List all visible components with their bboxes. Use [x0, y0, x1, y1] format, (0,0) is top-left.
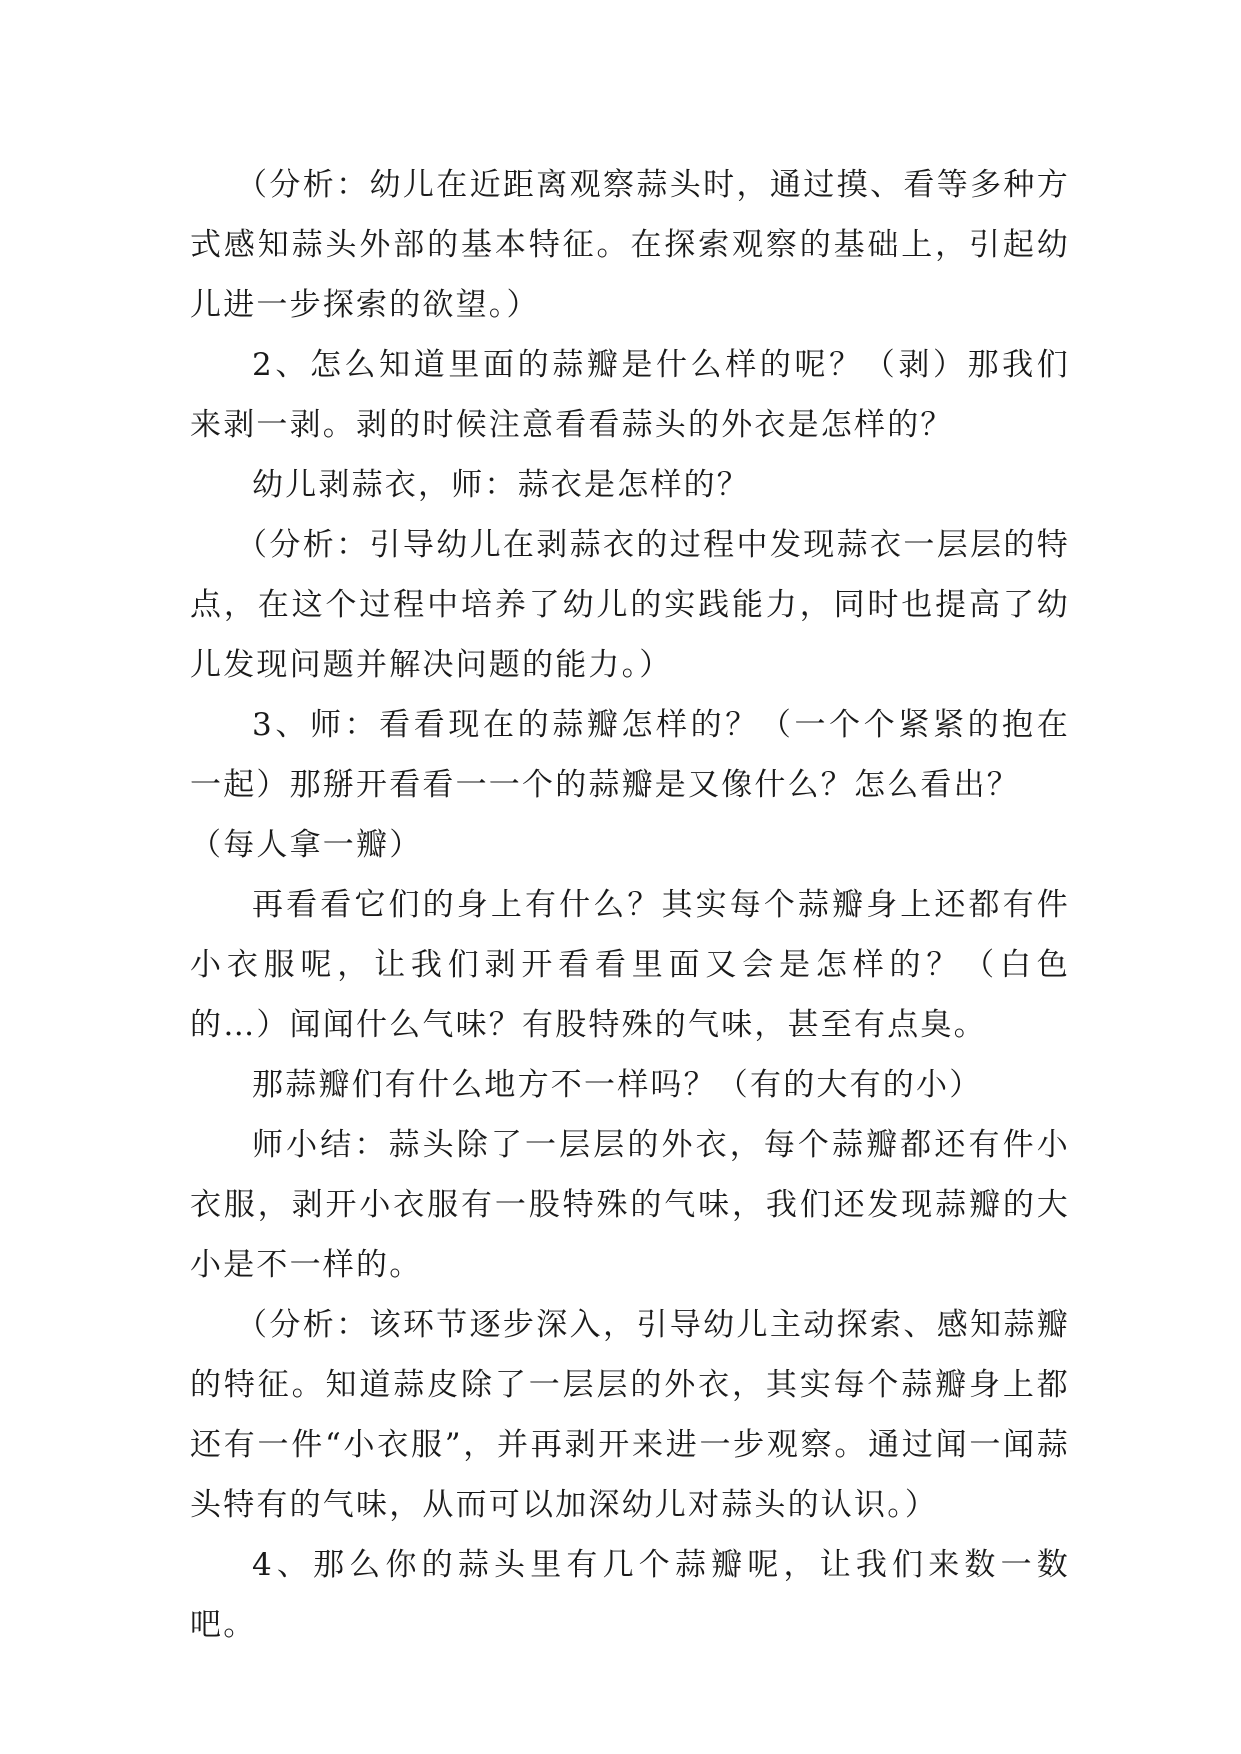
document-page — [190, 155, 1070, 1643]
step-2-paragraph: 2、怎么知道里面的蒜瓣是什么样的呢？（剥）那我们来剥一剥。剥的时候注意看看蒜头的外衣是怎样的？ — [190, 347, 1070, 443]
analysis-paragraph-2: （分析：引导幼儿在剥蒜衣的过程中发现蒜衣一层层的特点，在这个过程中培养了幼儿的实践能力，同时也提高了幼儿发现问题并解决问题的能力。） — [190, 527, 1070, 683]
step-3-note-paragraph: （每人拿一瓣） — [190, 827, 423, 863]
analysis-paragraph-3: （分析：该环节逐步深入，引导幼儿主动探索、感知蒜瓣的特征。知道蒜皮除了一层层的外衣，其实每个蒜瓣身上都还有一件“小衣服”，并再剥开来进一步观察。通过闻一闻蒜头特有的气味，从而可以加深幼儿对蒜头的认识。） — [190, 1307, 1070, 1523]
step-3-more-paragraph: 再看看它们的身上有什么？其实每个蒜瓣身上还都有件小衣服呢，让我们剥开看看里面又会是怎样的？（白色的…）闻闻什么气味？有股特殊的气味，甚至有点臭。 — [190, 887, 1070, 1043]
step-3-compare-paragraph: 那蒜瓣们有什么地方不一样吗？（有的大有的小） — [252, 1067, 983, 1103]
summary-paragraph: 师小结：蒜头除了一层层的外衣，每个蒜瓣都还有件小衣服，剥开小衣服有一股特殊的气味，我们还发现蒜瓣的大小是不一样的。 — [190, 1127, 1070, 1283]
step-4-paragraph: 4、那么你的蒜头里有几个蒜瓣呢，让我们来数一数吧。 — [190, 1547, 1070, 1643]
step-3-paragraph: 3、师：看看现在的蒜瓣怎样的？（一个个紧紧的抱在一起）那掰开看看一一个的蒜瓣是又像什么？怎么看出？ — [190, 707, 1070, 803]
analysis-paragraph-1: （分析：幼儿在近距离观察蒜头时，通过摸、看等多种方式感知蒜头外部的基本特征。在探索观察的基础上，引起幼儿进一步探索的欲望。） — [190, 167, 1070, 323]
step-2-action-paragraph: 幼儿剥蒜衣，师：蒜衣是怎样的？ — [252, 467, 750, 503]
